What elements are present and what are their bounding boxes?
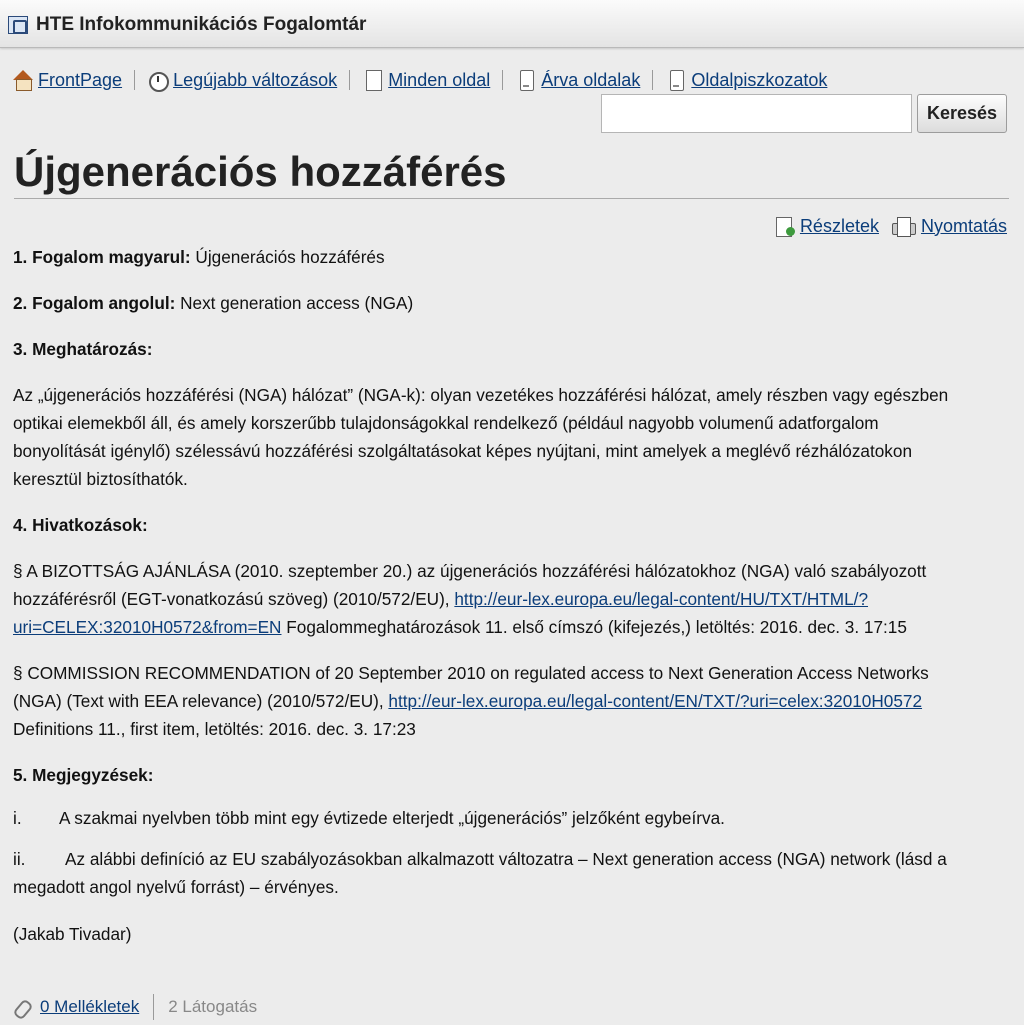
nav-link-drafts[interactable]: Oldalpiszkozatok xyxy=(691,69,828,90)
definition-line: optikai elemekből áll, és amely korszerűbb tulajdonságokkal rendelkező (például nagyobb volumenű adatforgalom xyxy=(13,413,879,433)
references-heading xyxy=(13,511,1013,539)
details-action[interactable] xyxy=(774,215,879,237)
reference-link-en[interactable]: http://eur-lex.europa.eu/legal-content/EN/TXT/?uri=celex:32010H0572 xyxy=(388,691,923,711)
reference-link-hu[interactable]: http://eur-lex.europa.eu/legal-content/HU/TXT/HTML/? xyxy=(454,589,869,609)
reference-line: § COMMISSION RECOMMENDATION of 20 September 2010 on regulated access to Next Generation Access Networks xyxy=(13,663,929,683)
draft-page-icon xyxy=(665,69,687,91)
attachments-link[interactable]: 0 Mellékletek xyxy=(40,997,140,1016)
window-title: HTE Infokommunikációs Fogalomtár xyxy=(36,14,367,35)
page-icon xyxy=(362,69,384,91)
note-text: A szakmai nyelvben több mint egy évtizede elterjedt „újgenerációs” jelzőként egybeírva. xyxy=(59,808,725,828)
section-value: Next generation access (NGA) xyxy=(175,293,414,313)
definition-line: Az „újgenerációs hozzáférési (NGA) hálózat” (NGA-k): olyan vezetékes hozzáférési hálózat, amely részben vagy egészben xyxy=(13,385,949,405)
reference-text: Fogalommeghatározások 11. első címszó (kifejezés,) letöltés: 2016. dec. 3. 17:15 xyxy=(281,617,907,637)
nav-link-recent-changes[interactable]: Legújabb változások xyxy=(173,69,338,90)
definition-line: keresztül biztosíthatók. xyxy=(13,469,188,489)
paperclip-icon xyxy=(14,997,34,1017)
section-label: 2. Fogalom angolul: xyxy=(13,293,176,313)
reference-line: § A BIZOTTSÁG AJÁNLÁSA (2010. szeptember 20.) az újgenerációs hozzáférési hálózatokhoz (NGA) való szabályozott xyxy=(13,561,927,581)
definition-line: bonyolítását igénylő) szélessávú hozzáférési szolgáltatásokat képes nyújtani, mint amelyek a meglévő rézhálózatokon xyxy=(13,441,913,461)
term-english xyxy=(13,289,1013,317)
visit-count: 2 Látogatás xyxy=(168,997,258,1016)
section-value: Újgenerációs hozzáférés xyxy=(190,247,385,267)
note-item xyxy=(13,804,1013,832)
window-titlebar xyxy=(0,0,1024,48)
nav-divider xyxy=(349,70,350,90)
footer-divider xyxy=(153,994,154,1020)
search-button[interactable]: Keresés xyxy=(917,94,1007,133)
top-navigation xyxy=(12,68,827,92)
home-icon xyxy=(12,69,34,91)
term-hungarian xyxy=(13,243,1013,271)
printer-icon xyxy=(891,215,917,237)
note-number: i. xyxy=(13,808,22,828)
nav-item-recent-changes[interactable] xyxy=(147,69,337,91)
definition-heading xyxy=(13,335,1013,363)
print-action[interactable] xyxy=(891,215,1007,237)
author: (Jakab Tivadar) xyxy=(13,924,132,944)
nav-item-all-pages[interactable] xyxy=(362,69,490,91)
section-label: 4. Hivatkozások: xyxy=(13,515,148,535)
app-icon xyxy=(8,16,28,34)
section-label: 1. Fogalom magyarul: xyxy=(13,247,191,267)
nav-item-frontpage[interactable] xyxy=(12,69,122,91)
nav-divider xyxy=(502,70,503,90)
details-link[interactable]: Részletek xyxy=(799,215,879,236)
nav-divider xyxy=(652,70,653,90)
section-label: 5. Megjegyzések: xyxy=(13,765,154,785)
page-footer xyxy=(14,994,257,1020)
reference-line xyxy=(13,687,1013,715)
nav-link-all-pages[interactable]: Minden oldal xyxy=(388,69,491,90)
nav-item-drafts[interactable] xyxy=(665,69,827,91)
section-label: 3. Meghatározás: xyxy=(13,339,153,359)
reference-text: (NGA) (Text with EEA relevance) (2010/572/EU), xyxy=(13,691,389,711)
nav-link-orphan-pages[interactable]: Árva oldalak xyxy=(541,69,641,90)
reference-text: hozzáférésről (EGT-vonatkozású szöveg) (2010/572/EU), xyxy=(13,589,455,609)
orphan-page-icon xyxy=(515,69,537,91)
search-input[interactable] xyxy=(601,94,912,133)
page-title: Újgenerációs hozzáférés xyxy=(14,148,1009,199)
note-number: ii. xyxy=(13,849,26,869)
print-link[interactable]: Nyomtatás xyxy=(920,215,1007,236)
nav-divider xyxy=(134,70,135,90)
notes-heading xyxy=(13,761,1013,789)
details-icon xyxy=(774,215,796,237)
reference-link-hu-cont[interactable]: uri=CELEX:32010H0572&from=EN xyxy=(13,617,282,637)
reference-line xyxy=(13,613,1013,641)
clock-icon xyxy=(147,69,169,91)
note-text: Az alábbi definíció az EU szabályozásokban alkalmazott változatra – Next generation access (NGA) network (lásd a xyxy=(65,849,947,869)
note-item-line: megadott angol nyelvű forrást) – érvényes. xyxy=(13,877,339,897)
nav-link-frontpage[interactable]: FrontPage xyxy=(38,69,123,90)
reference-line xyxy=(13,585,1013,613)
page-actions xyxy=(762,215,1007,237)
note-item xyxy=(13,845,1013,873)
reference-line: Definitions 11., first item, letöltés: 2016. dec. 3. 17:23 xyxy=(13,719,416,739)
nav-item-orphan-pages[interactable] xyxy=(515,69,640,91)
